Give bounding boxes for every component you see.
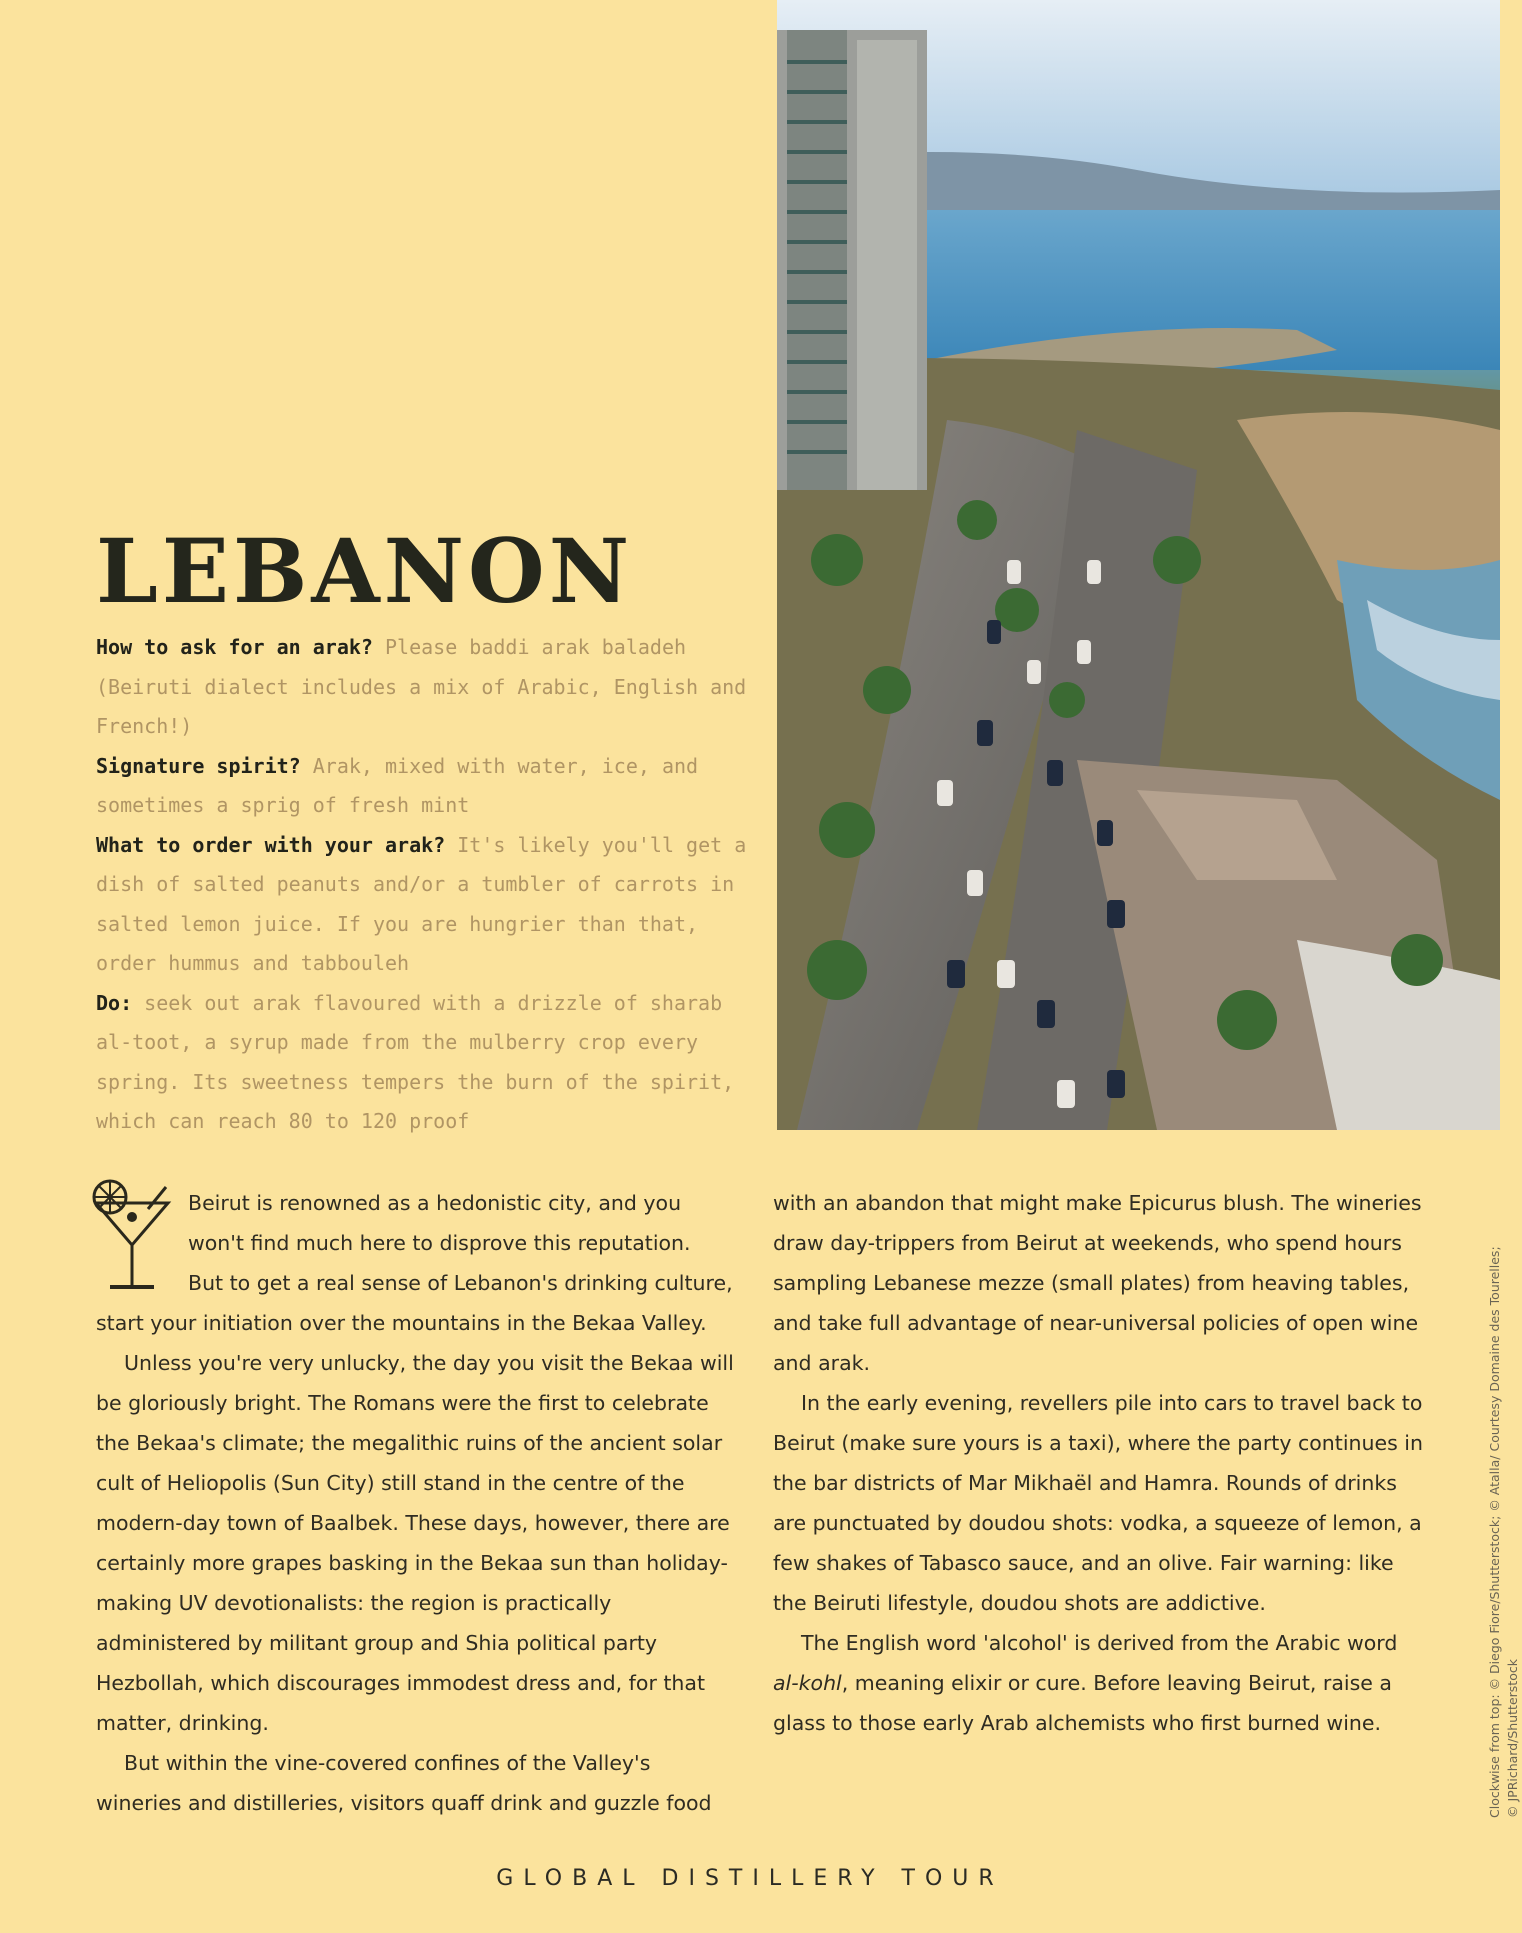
qa-block (96, 628, 756, 1142)
answer: Please baddi arak baladeh (Beiruti dialect includes a mix of Arabic, English and French!) (96, 635, 747, 738)
body-column-left (96, 1183, 736, 1823)
arabic-term: al-kohl (773, 1671, 842, 1695)
credit-line: © JPRichard/Shutterstock (1505, 1659, 1520, 1818)
qa-item (96, 628, 756, 747)
answer: seek out arak flavoured with a drizzle of sharab al-toot, a syrup made from the mulberry crop every spring. Its sweetness tempers the burn of the spirit, which can reach 80 to 120 proof (96, 990, 735, 1133)
running-footer: GLOBAL DISTILLERY TOUR (496, 1866, 1004, 1891)
country-title: LEBANON (96, 519, 634, 623)
text-run: , meaning elixir or cure. Before leaving Beirut, raise a glass to those early Arab alchemists who first burned wine. (773, 1671, 1392, 1735)
beirut-aerial-photo (777, 0, 1500, 1130)
paragraph: In the early evening, revellers pile into cars to travel back to Beirut (make sure yours is a taxi), where the party continues in the bar districts of Mar Mikhaël and Hamra. Rounds of drinks are punctuated by doudou shots: vodka, a squeeze of lemon, a few shakes of Tabasco sauce, and an olive. Fair warning: like the Beiruti lifestyle, doudou shots are addictive. (773, 1391, 1423, 1615)
intro-line: But to get a real sense of Lebanon's drinking culture, (188, 1271, 733, 1295)
question: How to ask for an arak? (96, 635, 373, 659)
question: Signature spirit? (96, 753, 301, 778)
answer: It's likely you'll get a dish of salted peanuts and/or a tumbler of carrots in salted lemon juice. If you are hungrier than that, order hummus and tabbouleh (96, 832, 747, 975)
paragraph-alcohol (773, 1623, 1425, 1743)
intro-line: won't find much here to disprove this reputation. (188, 1231, 691, 1255)
paragraph-intro (96, 1183, 736, 1343)
paragraph: But within the vine-covered confines of the Valley's wineries and distilleries, visitors quaff drink and guzzle food (96, 1751, 712, 1815)
credit-line: Clockwise from top: © Diego Fiore/Shutterstock; © Atalla/ Courtesy Domaine des Tourelles; (1487, 1246, 1502, 1818)
qa-item (96, 826, 756, 984)
qa-item (96, 747, 756, 826)
question: Do: (96, 990, 133, 1015)
answer: Arak, mixed with water, ice, and sometimes a sprig of fresh mint (96, 753, 699, 817)
text-run: The English word 'alcohol' is derived from the Arabic word (801, 1631, 1398, 1655)
qa-item (96, 984, 756, 1142)
intro-line: start your initiation over the mountains in the Bekaa Valley. (96, 1311, 707, 1335)
body-column-right (773, 1183, 1425, 1743)
paragraph: Unless you're very unlucky, the day you visit the Bekaa will be gloriously bright. The Romans were the first to celebrate the Bekaa's climate; the megalithic ruins of the ancient solar cult of Heliopolis (Sun City) still stand in the centre of the modern-day town of Baalbek. These days, however, there are certainly more grapes basking in the Bekaa sun than holiday-making UV devotionalists: the region is practically administered by militant group and Shia political party Hezbollah, which discourages immodest dress and, for that matter, drinking. (96, 1351, 734, 1735)
photo-credit (1486, 1246, 1522, 1818)
question: What to order with your arak? (96, 832, 446, 857)
intro-line: Beirut is renowned as a hedonistic city, and you (188, 1191, 682, 1215)
paragraph: with an abandon that might make Epicurus blush. The wineries draw day-trippers from Beirut at weekends, who spend hours sampling Lebanese mezze (small plates) from heaving tables, and take full advantage of near-universal policies of open wine and arak. (773, 1191, 1422, 1375)
